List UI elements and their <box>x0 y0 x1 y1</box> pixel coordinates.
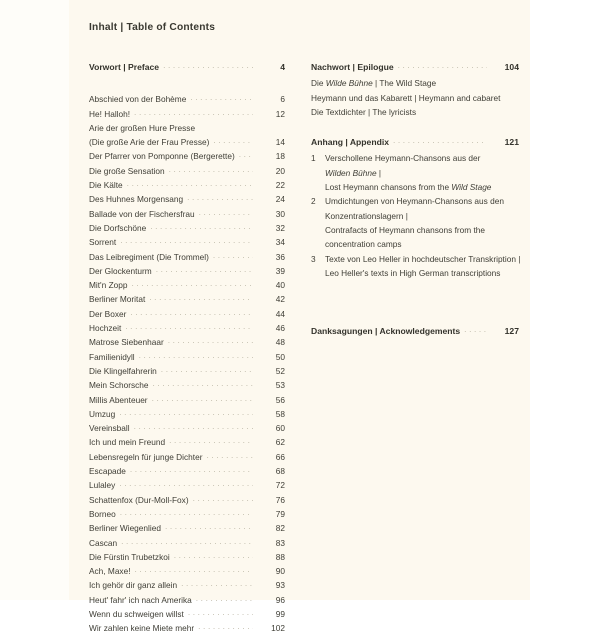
toc-entry-label: Vereinsball <box>89 423 130 434</box>
toc-entry-page: 40 <box>275 280 285 291</box>
toc-entry[interactable] <box>89 109 285 123</box>
toc-entry-page: 60 <box>275 423 285 434</box>
toc-entry[interactable] <box>89 452 285 466</box>
spacer <box>311 119 519 137</box>
dot-leader <box>134 423 253 431</box>
toc-entry-page: 30 <box>275 208 285 219</box>
toc-entry-page: 93 <box>275 580 285 591</box>
toc-left-column <box>89 62 285 638</box>
toc-entry-label: Die Klingelfahrerin <box>89 365 157 376</box>
toc-entry[interactable] <box>89 495 285 509</box>
toc-entry[interactable] <box>89 94 285 108</box>
toc-entry-label: Schattenfox (Dur-Moll-Fox) <box>89 494 189 505</box>
toc-entry-page: 96 <box>275 594 285 605</box>
dot-leader <box>150 223 253 231</box>
toc-entry[interactable] <box>89 623 285 637</box>
page-title: Inhalt | Table of Contents <box>89 22 216 33</box>
text-run: | <box>376 167 382 178</box>
toc-entry[interactable] <box>89 209 285 223</box>
toc-entry-label: Ich gehör dir ganz allein <box>89 580 178 591</box>
toc-entry-page: 34 <box>275 237 285 248</box>
toc-entry-label: Der Pfarrer von Pomponne (Bergerette) <box>89 151 235 162</box>
appendix-subline <box>311 266 519 280</box>
toc-entry[interactable] <box>89 123 285 137</box>
toc-entry-label: Abschied von der Bohème <box>89 94 187 105</box>
toc-entry-label: Die große Sensation <box>89 165 165 176</box>
toc-entry[interactable] <box>89 609 285 623</box>
italic-title-run: Wild Stage <box>451 182 492 193</box>
toc-entry-page: 99 <box>275 608 285 619</box>
toc-entry[interactable] <box>89 137 285 151</box>
toc-entry-label: Des Huhnes Morgensang <box>89 194 184 205</box>
appendix-subline <box>311 151 519 165</box>
dot-leader <box>213 252 253 260</box>
dot-leader <box>193 495 253 503</box>
appendix-item-number: 1 <box>311 153 316 164</box>
dot-leader <box>169 437 253 445</box>
toc-entry-page: 58 <box>275 408 285 419</box>
dot-leader <box>153 380 254 388</box>
toc-heading-appendix[interactable] <box>311 137 519 151</box>
toc-entry-label: Der Boxer <box>89 308 127 319</box>
toc-entry-page: 48 <box>275 337 285 348</box>
dot-leader <box>239 151 253 159</box>
toc-entry-page: 82 <box>275 523 285 534</box>
toc-entry[interactable] <box>89 509 285 523</box>
toc-entry-page: 18 <box>275 151 285 162</box>
toc-entry-page: 39 <box>275 265 285 276</box>
toc-entry-page: 24 <box>275 194 285 205</box>
toc-entry-label: Ich und mein Freund <box>89 437 166 448</box>
toc-heading-preface[interactable] <box>89 62 285 76</box>
dot-leader <box>169 166 253 174</box>
dot-leader <box>213 137 253 145</box>
toc-entry-label: Umzug <box>89 408 116 419</box>
toc-entry-page: 76 <box>275 494 285 505</box>
epilogue-subline <box>311 91 519 105</box>
text-run: Leo Heller's texts in High German transcriptions <box>325 267 501 278</box>
toc-entry[interactable] <box>89 566 285 580</box>
dot-leader <box>120 237 253 245</box>
dot-leader <box>130 466 253 474</box>
dot-leader <box>190 94 253 102</box>
dot-leader <box>398 62 487 70</box>
toc-heading-acknowledgements[interactable] <box>311 326 519 340</box>
spacer <box>311 280 519 326</box>
appendix-subline <box>311 223 519 237</box>
toc-entry[interactable] <box>89 352 285 366</box>
toc-entry[interactable] <box>89 266 285 280</box>
toc-entry-label: Millis Abenteuer <box>89 394 148 405</box>
toc-entry-page: 50 <box>275 351 285 362</box>
toc-entry[interactable] <box>89 395 285 409</box>
toc-entry-page: 36 <box>275 251 285 262</box>
toc-entry[interactable] <box>89 151 285 165</box>
dot-leader <box>393 137 487 145</box>
dot-leader <box>181 580 253 588</box>
toc-entry-label: (Die große Arie der Frau Presse) <box>89 137 210 148</box>
toc-entry-label: Hochzeit <box>89 323 122 334</box>
text-run: Heymann und das Kabarett | Heymann and cabaret <box>311 92 501 103</box>
spacer <box>89 76 285 94</box>
appendix-subline <box>311 180 519 194</box>
toc-entry-page: 42 <box>275 294 285 305</box>
epilogue-subline <box>311 105 519 119</box>
toc-entry-page: 102 <box>271 623 285 634</box>
toc-entry-page: 66 <box>275 451 285 462</box>
toc-heading-epilogue[interactable] <box>311 62 519 76</box>
toc-entry[interactable] <box>89 337 285 351</box>
toc-heading-acknowledgements-label: Danksagungen | Acknowledgements <box>311 326 461 337</box>
toc-entry[interactable] <box>89 280 285 294</box>
toc-entry-page: 79 <box>275 508 285 519</box>
dot-leader <box>206 452 253 460</box>
dot-leader <box>121 538 253 546</box>
dot-leader <box>152 395 253 403</box>
toc-entry[interactable] <box>89 252 285 266</box>
dot-leader <box>119 409 253 417</box>
toc-entry[interactable] <box>89 552 285 566</box>
text-run: Umdichtungen von Heymann-Chansons aus den <box>325 196 504 207</box>
toc-entry-label: Die Kälte <box>89 180 123 191</box>
toc-entry[interactable] <box>89 194 285 208</box>
toc-entry[interactable] <box>89 237 285 251</box>
dot-leader <box>139 352 253 360</box>
italic-title-run: Wilden Bühne <box>325 167 377 178</box>
toc-entry-page: 62 <box>275 437 285 448</box>
dot-leader <box>161 366 253 374</box>
toc-heading-epilogue-page: 104 <box>504 62 519 72</box>
dot-leader <box>196 595 253 603</box>
toc-entry-label: Arie der großen Hure Presse <box>89 122 196 133</box>
appendix-subline <box>311 252 519 266</box>
dot-leader <box>198 623 253 631</box>
toc-entry[interactable] <box>89 323 285 337</box>
toc-entry-page: 14 <box>275 137 285 148</box>
dot-leader <box>120 509 253 517</box>
text-run: | The Wild Stage <box>372 78 437 89</box>
toc-entry-page: 20 <box>275 165 285 176</box>
toc-entry-label: Berliner Moritat <box>89 294 146 305</box>
dot-leader <box>131 280 253 288</box>
toc-entry-label: Das Leibregiment (Die Trommel) <box>89 251 209 262</box>
text-run: Die <box>311 78 326 89</box>
toc-entry[interactable] <box>89 366 285 380</box>
toc-entry-label: Wenn du schweigen willst <box>89 608 184 619</box>
toc-entry-page: 53 <box>275 380 285 391</box>
toc-entry-page: 90 <box>275 566 285 577</box>
toc-entry[interactable] <box>89 595 285 609</box>
toc-entry[interactable] <box>89 294 285 308</box>
toc-entry-label: Borneo <box>89 508 116 519</box>
text-run: Contrafacts of Heymann chansons from the <box>325 224 486 235</box>
toc-heading-appendix-page: 121 <box>504 137 519 148</box>
dot-leader <box>156 266 253 274</box>
dot-leader <box>199 209 253 217</box>
toc-entry-label: Ach, Maxe! <box>89 566 131 577</box>
toc-entry-label: Die Fürstin Trubetzkoi <box>89 551 170 562</box>
dot-leader <box>125 323 253 331</box>
appendix-item-number: 3 <box>311 253 316 264</box>
text-run: Lost Heymann chansons from the <box>325 182 452 193</box>
toc-entry[interactable] <box>89 480 285 494</box>
toc-right-column <box>311 62 519 340</box>
toc-entry-page: 68 <box>275 466 285 477</box>
toc-entry-label: Cascan <box>89 537 118 548</box>
toc-entry-label: Heut' fahr' ich nach Amerika <box>89 594 192 605</box>
toc-entry-label: He! Halloh! <box>89 108 131 119</box>
toc-entry[interactable] <box>89 423 285 437</box>
epilogue-subline-list <box>311 76 519 119</box>
toc-entry[interactable] <box>89 180 285 194</box>
toc-entry[interactable] <box>89 166 285 180</box>
dot-leader <box>163 62 253 70</box>
toc-entry-label: Escapade <box>89 466 126 477</box>
dot-leader <box>168 337 253 345</box>
dot-leader <box>119 480 253 488</box>
toc-entry[interactable] <box>89 309 285 323</box>
text-run: Konzentrationslagern | <box>325 210 408 221</box>
toc-heading-preface-label: Vorwort | Preface <box>89 62 160 72</box>
toc-entry-label: Berliner Wiegenlied <box>89 523 161 534</box>
text-run: Verschollene Heymann-Chansons aus der <box>325 153 481 164</box>
toc-heading-preface-page: 4 <box>280 62 285 72</box>
toc-entry-label: Sorrent <box>89 237 117 248</box>
toc-entry-page: 72 <box>275 480 285 491</box>
epilogue-subline <box>311 76 519 90</box>
dot-leader <box>165 523 253 531</box>
toc-entry[interactable] <box>89 523 285 537</box>
toc-entry-page: 56 <box>275 394 285 405</box>
toc-entry-page: 12 <box>275 108 285 119</box>
text-run: Texte von Leo Heller in hochdeutscher Transkription | <box>325 253 521 264</box>
dot-leader <box>134 109 253 117</box>
toc-heading-acknowledgements-page: 127 <box>504 326 519 337</box>
toc-entry-label: Wir zahlen keine Miete mehr <box>89 623 195 634</box>
toc-entry[interactable] <box>89 437 285 451</box>
toc-entry-list <box>89 94 285 637</box>
toc-entry[interactable] <box>89 466 285 480</box>
toc-entry-page: 6 <box>280 94 285 105</box>
toc-entry[interactable] <box>89 538 285 552</box>
toc-entry-label: Ballade von der Fischersfrau <box>89 208 195 219</box>
toc-entry-label: Die Dorfschöne <box>89 222 147 233</box>
appendix-subline <box>311 237 519 251</box>
dot-leader <box>187 194 253 202</box>
toc-entry[interactable] <box>89 380 285 394</box>
dot-leader <box>464 326 487 334</box>
dot-leader <box>127 180 253 188</box>
toc-entry-page: 88 <box>275 551 285 562</box>
text-run: Die Textdichter | The lyricists <box>311 106 417 117</box>
toc-entry[interactable] <box>89 580 285 594</box>
toc-entry-page: 52 <box>275 365 285 376</box>
toc-entry-page: 83 <box>275 537 285 548</box>
toc-entry-label: Mein Schorsche <box>89 380 149 391</box>
appendix-item-number: 2 <box>311 196 316 207</box>
toc-entry-label: Familienidyll <box>89 351 135 362</box>
toc-entry-label: Der Glockenturm <box>89 265 152 276</box>
italic-title-run: Wilde Bühne <box>325 78 373 89</box>
toc-entry-label: Mit'n Zopp <box>89 280 128 291</box>
dot-leader <box>130 309 253 317</box>
appendix-subline <box>311 166 519 180</box>
toc-entry-label: Lulaley <box>89 480 116 491</box>
toc-heading-epilogue-label: Nachwort | Epilogue <box>311 62 394 72</box>
toc-entry-label: Lebensregeln für junge Dichter <box>89 451 203 462</box>
appendix-subline <box>311 194 519 208</box>
toc-heading-appendix-label: Anhang | Appendix <box>311 137 389 148</box>
toc-entry[interactable] <box>89 223 285 237</box>
toc-entry-page: 46 <box>275 323 285 334</box>
dot-leader <box>199 123 253 131</box>
dot-leader <box>149 294 253 302</box>
toc-entry-label: Matrose Siebenhaar <box>89 337 164 348</box>
dot-leader <box>135 566 253 574</box>
dot-leader <box>188 609 253 617</box>
appendix-item-list <box>311 151 519 280</box>
toc-entry-page: 22 <box>275 180 285 191</box>
text-run: concentration camps <box>325 239 402 250</box>
toc-entry-page: 44 <box>275 308 285 319</box>
dot-leader <box>174 552 253 560</box>
appendix-subline <box>311 209 519 223</box>
toc-entry[interactable] <box>89 409 285 423</box>
toc-entry-page: 32 <box>275 222 285 233</box>
